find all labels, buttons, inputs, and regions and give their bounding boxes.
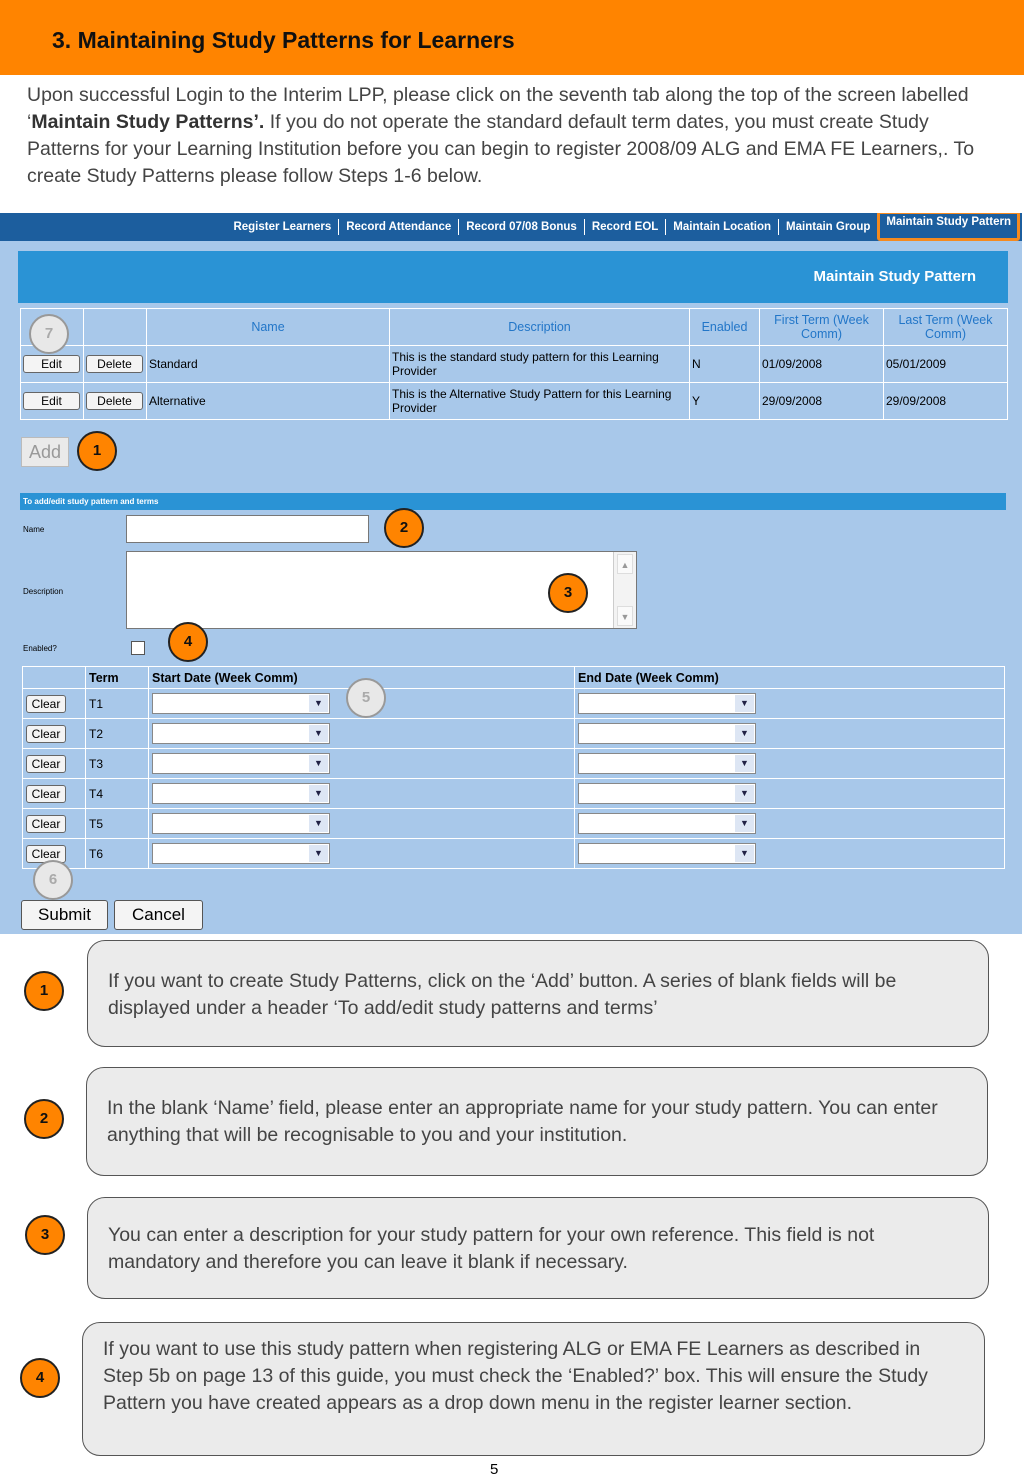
chevron-down-icon: ▼ [735,755,754,772]
chevron-down-icon: ▼ [309,695,328,712]
start-date-select[interactable] [152,753,330,774]
enabled-label: Enabled? [23,644,57,653]
tab-maintain-group[interactable]: Maintain Group [778,219,877,235]
step-marker-1: 1 [77,431,117,471]
tab-record-bonus[interactable]: Record 07/08 Bonus [458,219,584,235]
scroll-down-icon[interactable]: ▼ [617,606,633,626]
terms-table [22,666,1005,869]
term-row [23,809,1005,839]
chevron-down-icon: ▼ [735,695,754,712]
name-label: Name [23,525,45,534]
cancel-button[interactable]: Cancel [114,900,203,930]
end-date-select[interactable] [578,813,756,834]
form-header: To add/edit study pattern and terms [20,493,1006,510]
col-first-term: First Term (Week Comm) [760,309,884,346]
note-marker-1: 1 [24,971,64,1011]
term-label: T4 [86,779,149,809]
delete-button[interactable]: Delete [86,355,143,373]
submit-button[interactable]: Submit [21,900,108,930]
term-row [23,779,1005,809]
table-header-row [21,309,1008,346]
end-date-select[interactable] [578,723,756,744]
note-2: In the blank ‘Name’ field, please enter an appropriate name for your study pattern. You can enter anything that will be recognisable to you and your institution. [86,1067,988,1176]
end-date-select[interactable] [578,843,756,864]
step-marker-7: 7 [29,314,69,354]
study-pattern-table [20,308,1008,420]
step-marker-6: 6 [33,860,73,900]
row-name: Standard [147,346,390,383]
col-start-date: Start Date (Week Comm) [149,667,575,689]
term-row [23,839,1005,869]
step-marker-2: 2 [384,508,424,548]
page-number: 5 [490,1461,499,1478]
row-first-term: 01/09/2008 [760,346,884,383]
term-label: T2 [86,719,149,749]
note-1: If you want to create Study Patterns, click on the ‘Add’ button. A series of blank fields will be displayed under a header ‘To add/edit study patterns and terms’ [87,940,989,1047]
note-marker-3: 3 [25,1215,65,1255]
edit-button[interactable]: Edit [23,355,80,373]
intro-part2: If you do not operate the standard default term dates, you must create Study Patterns for your Learning Institution before you can begin to register 2008/09 ALG and EMA FE Learners,. To create Study Patterns please follow Steps 1-6 below. [27,111,975,187]
row-last-term: 05/01/2009 [884,346,1008,383]
tab-maintain-location[interactable]: Maintain Location [665,219,778,235]
clear-button[interactable]: Clear [26,695,66,713]
term-row [23,689,1005,719]
chevron-down-icon: ▼ [309,815,328,832]
note-3: You can enter a description for your study pattern for your own reference. This field is not mandatory and therefore you can leave it blank if necessary. [87,1197,989,1299]
row-enabled: N [690,346,760,383]
add-button[interactable]: Add [21,437,69,467]
clear-button[interactable]: Clear [26,785,66,803]
panel-titlebar [18,251,1008,303]
start-date-select[interactable] [152,813,330,834]
intro-text [27,82,997,190]
chevron-down-icon: ▼ [309,755,328,772]
col-enabled: Enabled [690,309,760,346]
step-marker-3: 3 [548,573,588,613]
edit-button[interactable]: Edit [23,392,80,410]
page-header [0,0,1024,75]
start-date-select[interactable] [152,843,330,864]
chevron-down-icon: ▼ [309,785,328,802]
chevron-down-icon: ▼ [309,845,328,862]
chevron-down-icon: ▼ [735,845,754,862]
row-description: This is the standard study pattern for this Learning Provider [390,346,690,383]
panel-title: Maintain Study Pattern [813,268,976,285]
description-label: Description [23,587,64,596]
chevron-down-icon: ▼ [735,725,754,742]
start-date-select[interactable] [152,783,330,804]
clear-button[interactable]: Clear [26,725,66,743]
row-enabled: Y [690,383,760,420]
note-4: If you want to use this study pattern when registering ALG or EMA FE Learners as described in Step 5b on page 13 of this guide, you must check the ‘Enabled?’ box. This will ensure the Study Pattern you have created appears as a drop down menu in the register learner section. [82,1322,985,1456]
clear-button[interactable]: Clear [26,755,66,773]
clear-button[interactable]: Clear [26,815,66,833]
scroll-up-icon[interactable]: ▲ [617,554,633,574]
step-marker-4: 4 [168,622,208,662]
row-name: Alternative [147,383,390,420]
term-label: T1 [86,689,149,719]
tab-record-attendance[interactable]: Record Attendance [338,219,458,235]
page-title: 3. Maintaining Study Patterns for Learners [52,27,515,53]
end-date-select[interactable] [578,753,756,774]
chevron-down-icon: ▼ [309,725,328,742]
tab-register-learners[interactable]: Register Learners [233,221,332,233]
note-marker-4: 4 [20,1358,60,1398]
term-label: T3 [86,749,149,779]
start-date-select[interactable] [152,723,330,744]
name-input[interactable] [126,515,369,543]
col-term: Term [86,667,149,689]
col-last-term: Last Term (Week Comm) [884,309,1008,346]
table-row [21,383,1008,420]
screenshot-panel [0,213,1022,934]
delete-button[interactable]: Delete [86,392,143,410]
col-name: Name [147,309,390,346]
row-first-term: 29/09/2008 [760,383,884,420]
term-row [23,749,1005,779]
col-description: Description [390,309,690,346]
term-label: T6 [86,839,149,869]
chevron-down-icon: ▼ [735,815,754,832]
row-description: This is the Alternative Study Pattern for this Learning Provider [390,383,690,420]
end-date-select[interactable] [578,693,756,714]
enabled-checkbox[interactable] [131,641,145,655]
table-row [21,346,1008,383]
tab-maintain-study-pattern[interactable]: Maintain Study Pattern [877,213,1020,241]
top-nav [0,213,1022,241]
scrollbar[interactable] [613,552,636,628]
tab-record-eol[interactable]: Record EOL [584,219,665,235]
clear-button[interactable]: Clear [26,845,66,863]
terms-header-row [23,667,1005,689]
row-last-term: 29/09/2008 [884,383,1008,420]
start-date-select[interactable] [152,693,330,714]
term-label: T5 [86,809,149,839]
end-date-select[interactable] [578,783,756,804]
term-row [23,719,1005,749]
note-marker-2: 2 [24,1099,64,1139]
intro-part1: Upon successful Login to the Interim LPP, please click on the seventh tab along the top of the screen labelled ‘ [27,84,969,133]
step-marker-5: 5 [346,678,386,718]
intro-bold: Maintain Study Patterns’. [31,111,265,133]
col-end-date: End Date (Week Comm) [575,667,1005,689]
chevron-down-icon: ▼ [735,785,754,802]
